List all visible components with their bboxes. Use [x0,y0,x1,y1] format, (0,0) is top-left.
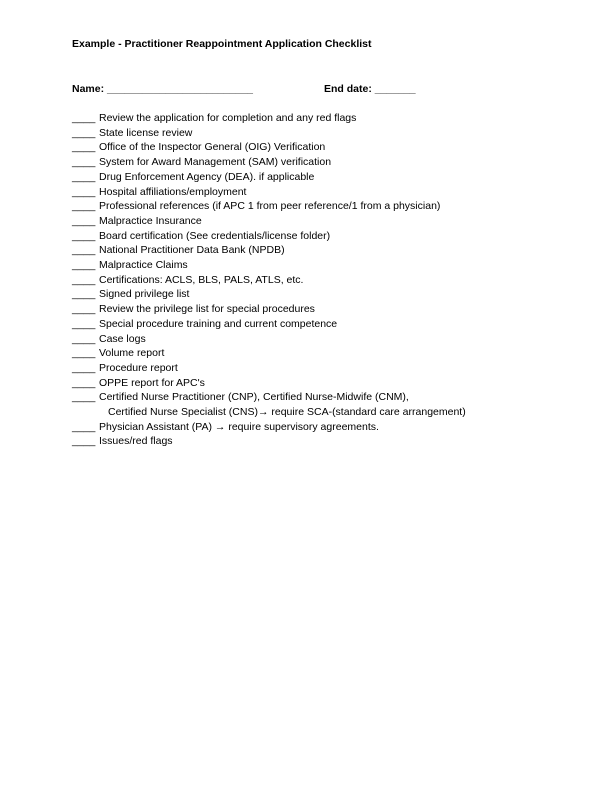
checklist-item-label: Certifications: ACLS, BLS, PALS, ATLS, etc. [99,273,304,286]
checklist-item-label: Board certification (See credentials/license folder) [99,229,331,242]
checkbox-blank-line: ____ [72,200,96,213]
checkbox-blank-line: ____ [72,347,96,360]
checklist-item-label: Physician Assistant (PA) → require supervisory agreements. [99,420,379,433]
checklist-item-label: Issues/red flags [99,435,173,448]
checkbox-blank-line: ____ [72,317,96,330]
checklist-item-label: Office of the Inspector General (OIG) Verification [99,141,326,154]
checklist-item [72,214,552,229]
checklist-item-label: Case logs [99,332,146,345]
checklist-item-label: National Practitioner Data Bank (NPDB) [99,244,285,257]
checkbox-blank-line: ____ [72,259,96,272]
checklist-item [72,317,552,332]
checklist-item-label: State license review [99,126,193,139]
checklist-item-label: Review the privilege list for special procedures [99,303,315,316]
checklist-item-label: OPPE report for APC's [99,376,205,389]
checkbox-blank-line: ____ [72,288,96,301]
checklist-item [72,332,552,347]
checklist-item-body [99,302,315,317]
checklist-item-body [99,346,164,361]
checklist-item-label: Volume report [99,347,165,360]
checkbox-blank-line: ____ [72,273,96,286]
checklist-item-body [99,140,325,155]
end-date-field: End date: _______ [324,83,416,95]
checklist-item [72,229,552,244]
checkbox-blank-line: ____ [72,112,96,124]
checklist-item [72,287,552,302]
checkbox-blank-line: ____ [72,435,96,448]
checklist-item [72,302,552,317]
checklist-item-body [99,434,173,449]
checklist-item [72,126,552,141]
checklist-item-body [99,317,337,332]
checkbox-blank-line: ____ [72,185,96,198]
checklist-item [72,111,552,126]
checklist-item-body [99,185,246,200]
checklist-item [72,155,552,170]
checklist-item-body [99,199,440,214]
checklist-item [72,243,552,258]
checklist-item-label: System for Award Management (SAM) verification [99,156,332,169]
checkbox-blank-line: ____ [72,126,96,139]
document-title: Example - Practitioner Reappointment Application Checklist [72,38,372,50]
checklist-item-body [99,390,466,419]
checklist-item-body [99,126,192,141]
checklist-item-label: Special procedure training and current competence [99,317,338,330]
checklist-item [72,140,552,155]
checkbox-blank-line: ____ [72,141,96,154]
checklist-item-label: Drug Enforcement Agency (DEA). if applicable [99,170,315,183]
checklist-item [72,273,552,288]
checklist-item-body [99,155,331,170]
checklist-item-label: Review the application for completion and any red flags [99,112,357,124]
checklist-item [72,185,552,200]
checkbox-blank-line: ____ [72,229,96,242]
checklist-item-label: Malpractice Claims [99,259,188,272]
checklist-item [72,258,552,273]
checklist-item [72,346,552,361]
checkbox-blank-line: ____ [72,214,96,227]
checklist-item [72,390,552,419]
checkbox-blank-line: ____ [72,170,96,183]
checklist-item [72,434,552,449]
checklist-item-body [99,361,178,376]
checkbox-blank-line: ____ [72,376,96,389]
checklist-item-label: Signed privilege list [99,288,190,301]
checklist-item-body [99,420,379,435]
checklist-item-body [99,332,146,347]
checklist-item [72,361,552,376]
checklist [72,111,552,449]
checklist-item-body [99,273,303,288]
checklist-item-label: Procedure report [99,361,178,374]
checkbox-blank-line: ____ [72,303,96,316]
checkbox-blank-line: ____ [72,156,96,169]
checklist-item-body [99,214,202,229]
checkbox-blank-line: ____ [72,332,96,345]
checklist-item [72,170,552,185]
checklist-item-label: Certified Nurse Practitioner (CNP), Certified Nurse-Midwife (CNM), [99,391,409,404]
checklist-item-body [99,376,205,391]
checklist-item-body [99,258,188,273]
checklist-item-label: Professional references (if APC 1 from peer reference/1 from a physician) [99,200,441,213]
checklist-item-continuation: Certified Nurse Specialist (CNS)→ require SCA-(standard care arrangement) [108,406,466,419]
checklist-item [72,199,552,214]
checklist-item [72,420,552,435]
checkbox-blank-line: ____ [72,420,96,433]
checklist-item-body [99,229,330,244]
checklist-item-label: Malpractice Insurance [99,214,202,227]
checklist-item-body [99,287,189,302]
checklist-item-body [99,243,285,258]
name-field: Name: _________________________ [72,83,254,95]
checklist-item-body [99,170,314,185]
checkbox-blank-line: ____ [72,361,96,374]
checklist-item-label: Hospital affiliations/employment [99,185,247,198]
checkbox-blank-line: ____ [72,244,96,257]
checklist-item [72,376,552,391]
checkbox-blank-line: ____ [72,391,96,404]
checklist-item-body [99,111,356,126]
